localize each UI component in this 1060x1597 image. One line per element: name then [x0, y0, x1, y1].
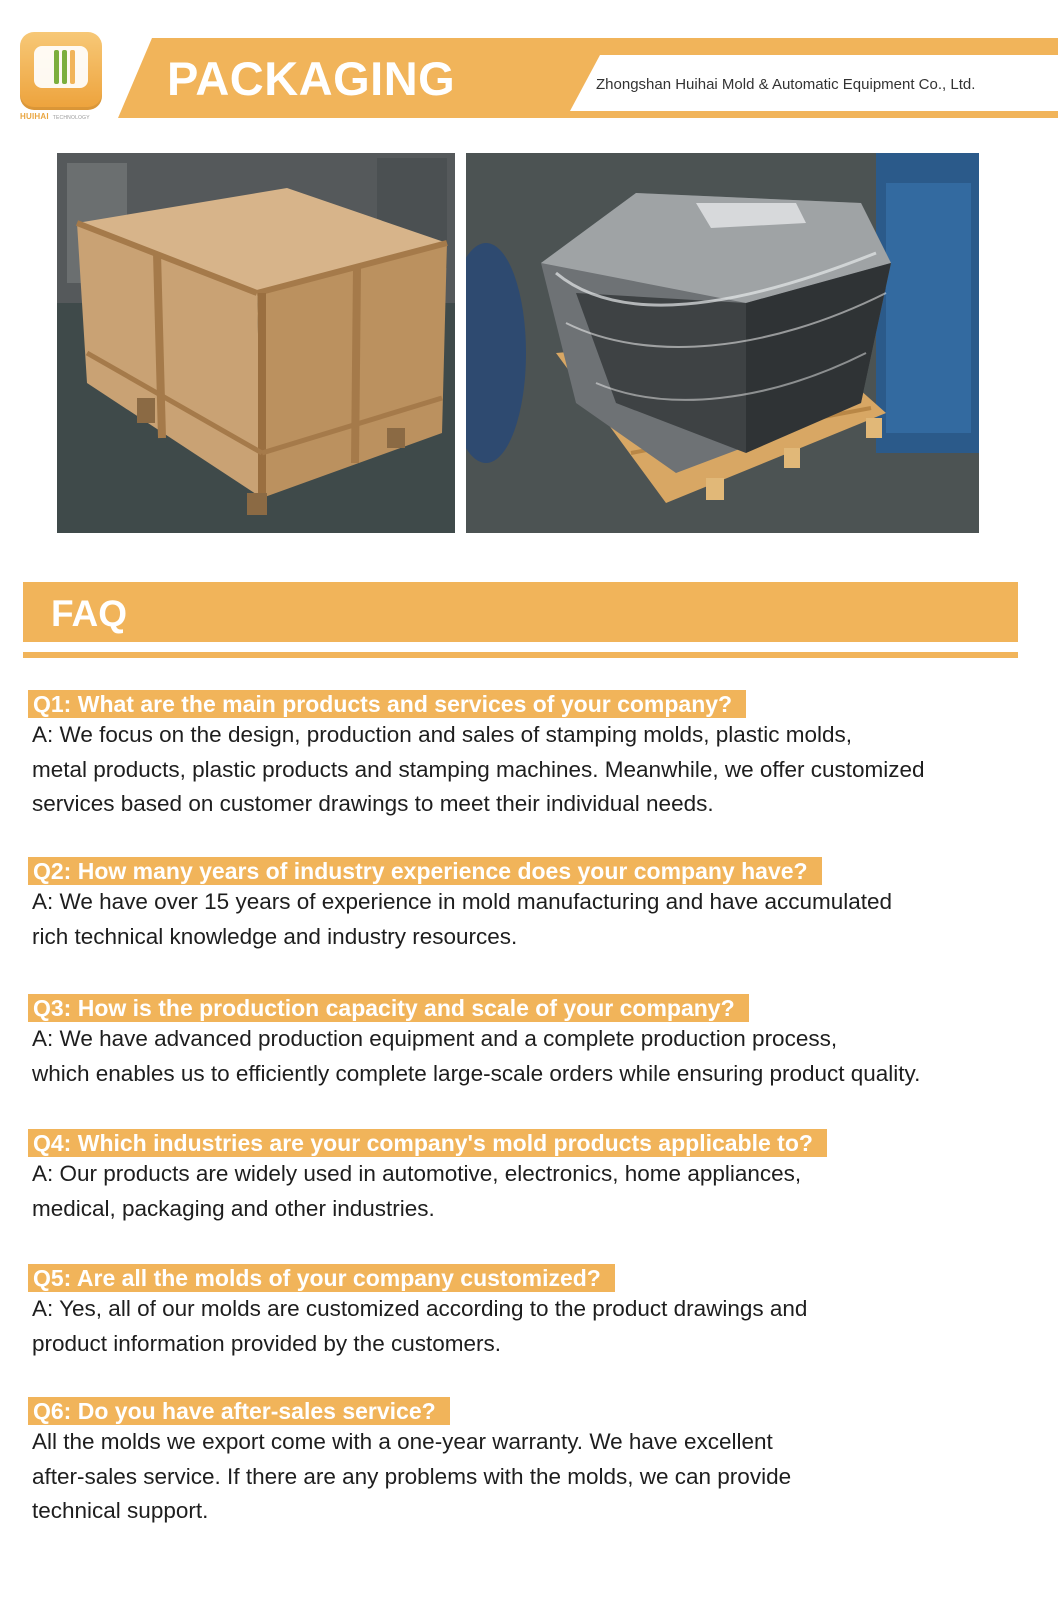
logo-stripe: [62, 50, 67, 84]
faq-answer-line: technical support.: [32, 1498, 209, 1523]
faq-divider: [23, 652, 1018, 658]
logo-caption: [20, 112, 90, 121]
faq-answer: [28, 1022, 920, 1091]
faq-answer-line: A: We have over 15 years of experience in mold manufacturing and have accumulated: [32, 889, 893, 914]
logo-stripe: [70, 50, 75, 84]
faq-question: Q2: How many years of industry experience does your company have?: [28, 857, 822, 885]
logo-mark: [34, 46, 88, 88]
faq-answer-line: services based on customer drawings to meet their individual needs.: [32, 791, 714, 816]
faq-question: Q4: Which industries are your company's mold products applicable to?: [28, 1129, 827, 1157]
page-title: PACKAGING: [167, 52, 456, 105]
faq-answer-line: after-sales service. If there are any problems with the molds, we can provide: [32, 1463, 792, 1489]
faq-item-q5: [28, 1264, 807, 1361]
faq-question: Q5: Are all the molds of your company customized?: [28, 1264, 615, 1292]
faq-answer: [28, 718, 925, 822]
faq-answer: [28, 1425, 791, 1529]
faq-question: Q6: Do you have after-sales service?: [28, 1397, 450, 1425]
faq-answer-line: All the molds we export come with a one-year warranty. We have excellent: [32, 1429, 773, 1454]
faq-answer-line: A: Yes, all of our molds are customized according to the product drawings and: [32, 1296, 808, 1321]
company-logo: [20, 32, 102, 110]
faq-question: Q3: How is the production capacity and scale of your company?: [28, 994, 749, 1022]
faq-answer: [28, 1292, 807, 1361]
faq-answer: [28, 885, 892, 954]
faq-answer-line: metal products, plastic products and stamping machines. Meanwhile, we offer customized: [32, 756, 925, 782]
faq-item-q6: [28, 1397, 791, 1529]
logo-brand-name: HUIHAI: [20, 112, 49, 121]
wrapped-mold-on-pallet-photo: [466, 153, 979, 533]
faq-answer: [28, 1157, 827, 1226]
faq-answer-line: A: Our products are widely used in automotive, electronics, home appliances,: [32, 1161, 802, 1186]
wooden-crate-photo: [57, 153, 455, 533]
faq-answer-line: A: We focus on the design, production and sales of stamping molds, plastic molds,: [32, 722, 853, 747]
logo-brand-sub: TECHNOLOGY: [52, 115, 90, 121]
faq-item-q2: [28, 857, 892, 954]
faq-answer-line: rich technical knowledge and industry resources.: [32, 923, 518, 949]
faq-answer-line: product information provided by the customers.: [32, 1330, 501, 1356]
company-name: Zhongshan Huihai Mold & Automatic Equipment Co., Ltd.: [596, 76, 976, 93]
faq-question: Q1: What are the main products and services of your company?: [28, 690, 746, 718]
faq-answer-line: medical, packaging and other industries.: [32, 1195, 435, 1221]
faq-answer-line: A: We have advanced production equipment and a complete production process,: [32, 1026, 838, 1051]
logo-stripe: [54, 50, 59, 84]
faq-item-q3: [28, 994, 920, 1091]
faq-title: FAQ: [51, 593, 128, 634]
faq-item-q1: [28, 690, 925, 822]
faq-header-bar: [23, 582, 1018, 642]
faq-answer-line: which enables us to efficiently complete large-scale orders while ensuring product quality.: [32, 1060, 921, 1086]
faq-item-q4: [28, 1129, 827, 1226]
